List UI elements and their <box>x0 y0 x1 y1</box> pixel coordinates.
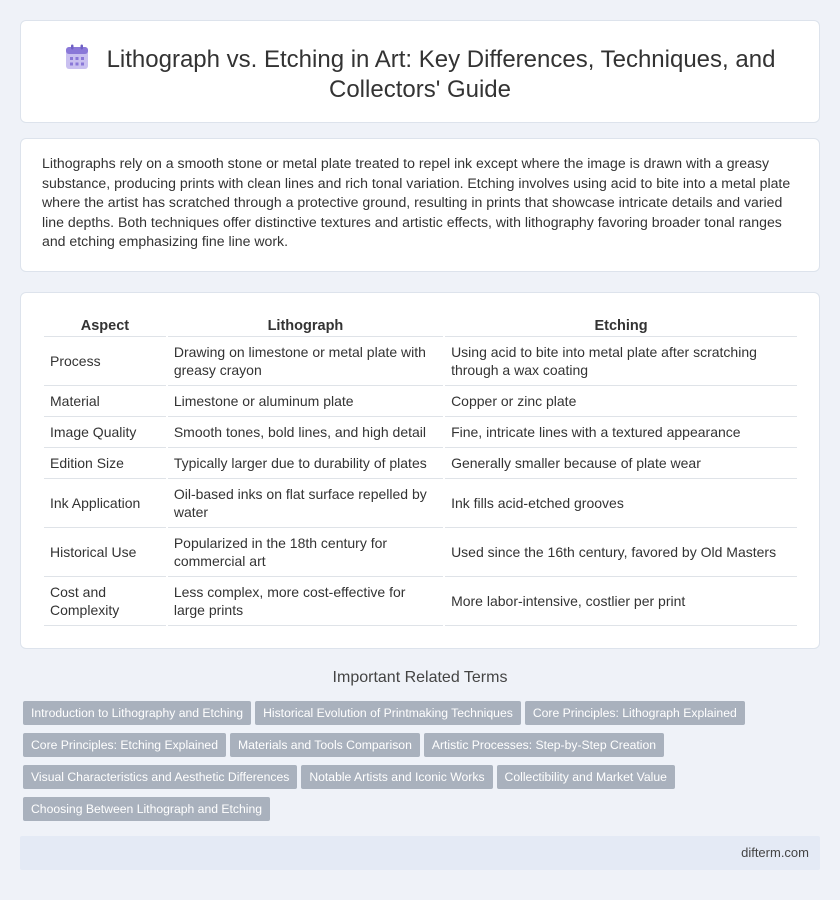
cell-lithograph: Oil-based inks on flat surface repelled by water <box>168 479 443 528</box>
related-terms-heading: Important Related Terms <box>332 669 508 686</box>
header-etching: Etching <box>445 315 797 337</box>
table-row <box>44 448 797 479</box>
comparison-table-card <box>20 292 820 649</box>
header-lithograph: Lithograph <box>168 315 443 337</box>
header-aspect: Aspect <box>44 315 166 337</box>
table-row <box>44 577 797 626</box>
footer-bar <box>20 836 820 870</box>
cell-etching: Generally smaller because of plate wear <box>445 448 797 479</box>
intro-paragraph: Lithographs rely on a smooth stone or metal plate treated to repel ink except where the image is drawn with a greasy substance, producing prints with clean lines and rich tonal variation. Etching involves using acid to bite into a metal plate where the artist has scratched through a protective ground, resulting in prints that showcase intricate details and varied line depths. Both techniques offer distinctive textures and artistic effects, with lithography favoring broader tonal ranges and etching emphasizing fine line work. <box>42 155 791 250</box>
cell-lithograph: Popularized in the 18th century for commercial art <box>168 528 443 577</box>
related-term-tag[interactable]: Notable Artists and Iconic Works <box>301 765 492 789</box>
table-row <box>44 417 797 448</box>
cell-etching: Fine, intricate lines with a textured appearance <box>445 417 797 448</box>
cell-lithograph: Smooth tones, bold lines, and high detail <box>168 417 443 448</box>
table-row <box>44 479 797 528</box>
related-term-tag[interactable]: Core Principles: Lithograph Explained <box>525 701 745 725</box>
table-row <box>44 528 797 577</box>
page-title <box>65 46 776 103</box>
cell-aspect: Edition Size <box>44 448 166 479</box>
footer-site-link[interactable]: difterm.com <box>741 845 809 860</box>
related-term-tag[interactable]: Core Principles: Etching Explained <box>23 733 226 757</box>
related-term-tag[interactable]: Introduction to Lithography and Etching <box>23 701 251 725</box>
comparison-table <box>42 315 799 626</box>
cell-lithograph: Typically larger due to durability of plates <box>168 448 443 479</box>
cell-etching: Copper or zinc plate <box>445 386 797 417</box>
cell-aspect: Cost and Complexity <box>44 577 166 626</box>
cell-etching: Using acid to bite into metal plate after scratching through a wax coating <box>445 337 797 386</box>
related-term-tag[interactable]: Artistic Processes: Step-by-Step Creation <box>424 733 664 757</box>
table-row <box>44 337 797 386</box>
cell-aspect: Historical Use <box>44 528 166 577</box>
cell-lithograph: Drawing on limestone or metal plate with greasy crayon <box>168 337 443 386</box>
cell-aspect: Ink Application <box>44 479 166 528</box>
cell-etching: Used since the 16th century, favored by Old Masters <box>445 528 797 577</box>
cell-aspect: Process <box>44 337 166 386</box>
related-term-tag[interactable]: Collectibility and Market Value <box>497 765 675 789</box>
title-wrap <box>61 44 779 105</box>
cell-lithograph: Less complex, more cost-effective for large prints <box>168 577 443 626</box>
cell-lithograph: Limestone or aluminum plate <box>168 386 443 417</box>
related-term-tag[interactable]: Visual Characteristics and Aesthetic Differences <box>23 765 297 789</box>
intro-card <box>20 138 820 272</box>
page-title-text: Lithograph vs. Etching in Art: Key Differences, Techniques, and Collectors' Guide <box>106 46 776 103</box>
related-term-tag[interactable]: Materials and Tools Comparison <box>230 733 420 757</box>
related-term-tag[interactable]: Choosing Between Lithograph and Etching <box>23 797 270 821</box>
table-row <box>44 386 797 417</box>
table-header-row <box>44 315 797 337</box>
related-term-tag[interactable]: Historical Evolution of Printmaking Techniques <box>255 701 521 725</box>
cell-etching: More labor-intensive, costlier per print <box>445 577 797 626</box>
cell-aspect: Material <box>44 386 166 417</box>
cell-etching: Ink fills acid-etched grooves <box>445 479 797 528</box>
header-card <box>20 20 820 123</box>
calendar-document-icon <box>65 44 89 70</box>
cell-aspect: Image Quality <box>44 417 166 448</box>
related-terms-list <box>23 701 783 829</box>
